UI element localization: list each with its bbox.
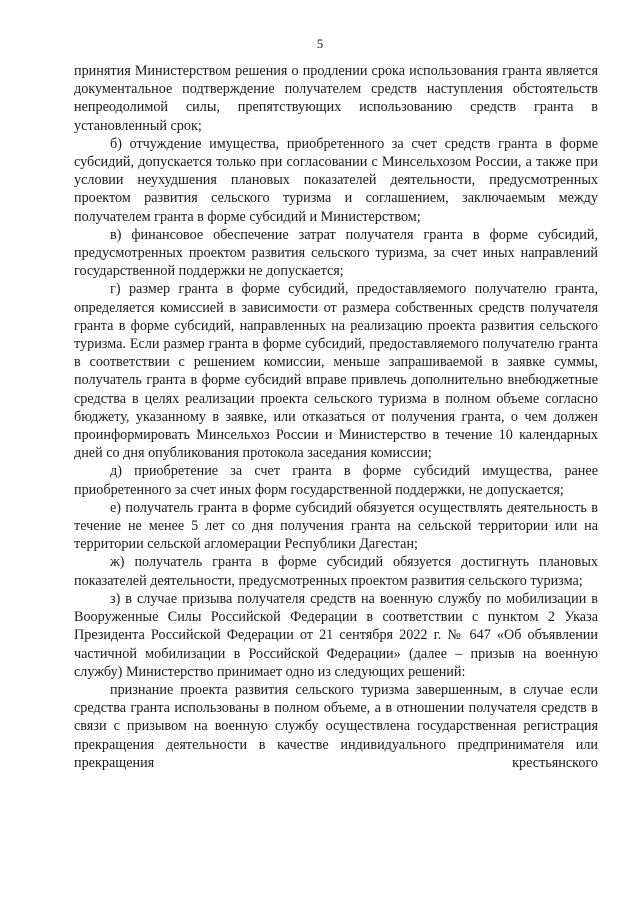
paragraph: признание проекта развития сельского туризма завершенным, в случае если средства гранта использованы в полном объеме, а в отношении получателя средств в связи с призывом на военную службу осуществлена государственная регистрация прекращения деятельности в качестве индивидуального предпринимателя или прекращения крестьянского (74, 681, 598, 771)
paragraph: в) финансовое обеспечение затрат получателя гранта в форме субсидий, предусмотренных проектом развития сельского туризма, за счет иных направлений государственной поддержки не допускается; (74, 226, 598, 280)
document-body (74, 62, 598, 772)
page-number: 5 (316, 36, 324, 51)
paragraph: г) размер гранта в форме субсидий, предоставляемого получателю гранта, определяется комиссией в зависимости от размера собственных средств получателя гранта в форме субсидий, направленных на реализацию проекта развития сельского туризма. Если размер гранта в форме субсидий, предоставляемого получателю гранта в соответствии с решением комиссии, меньше запрашиваемой в заявке суммы, получатель гранта в форме субсидий вправе привлечь дополнительно внебюджетные средства в целях реализации проекта сельского туризма в полном объеме согласно бюджету, указанному в заявке, или отказаться от получения гранта, о чем должен проинформировать Минсельхоз России и Министерство в течение 10 календарных дней со дня опубликования протокола заседания комиссии; (74, 281, 598, 462)
paragraph: з) в случае призыва получателя средств на военную службу по мобилизации в Вооруженные Силы Российской Федерации в соответствии с пунктом 2 Указа Президента Российской Федерации от 21 сентября 2022 г. № 647 «Об объявлении частичной мобилизации в Российской Федерации» (далее – призыв на военную службу) Министерство принимает одно из следующих решений: (74, 590, 598, 680)
paragraph: б) отчуждение имущества, приобретенного за счет средств гранта в форме субсидий, допускается только при согласовании с Минсельхозом России, а также при условии неухудшения плановых показателей деятельности, предусмотренных проектом развития сельского туризма и соглашением, заключаемым между получателем гранта в форме субсидий и Министерством; (74, 135, 598, 225)
paragraph: принятия Министерством решения о продлении срока использования гранта является документальное подтверждение получателем средств наступления обстоятельств непреодолимой силы, препятствующих использованию средств гранта в установленный срок; (74, 63, 598, 134)
paragraph: ж) получатель гранта в форме субсидий обязуется достигнуть плановых показателей деятельности, предусмотренных проектом развития сельского туризма; (74, 554, 598, 589)
paragraph: е) получатель гранта в форме субсидий обязуется осуществлять деятельность в течение не менее 5 лет со дня получения гранта на сельской территории или на территории сельской агломерации Республики Дагестан; (74, 499, 598, 553)
paragraph: д) приобретение за счет гранта в форме субсидий имущества, ранее приобретенного за счет иных форм государственной поддержки, не допускается; (74, 463, 598, 498)
